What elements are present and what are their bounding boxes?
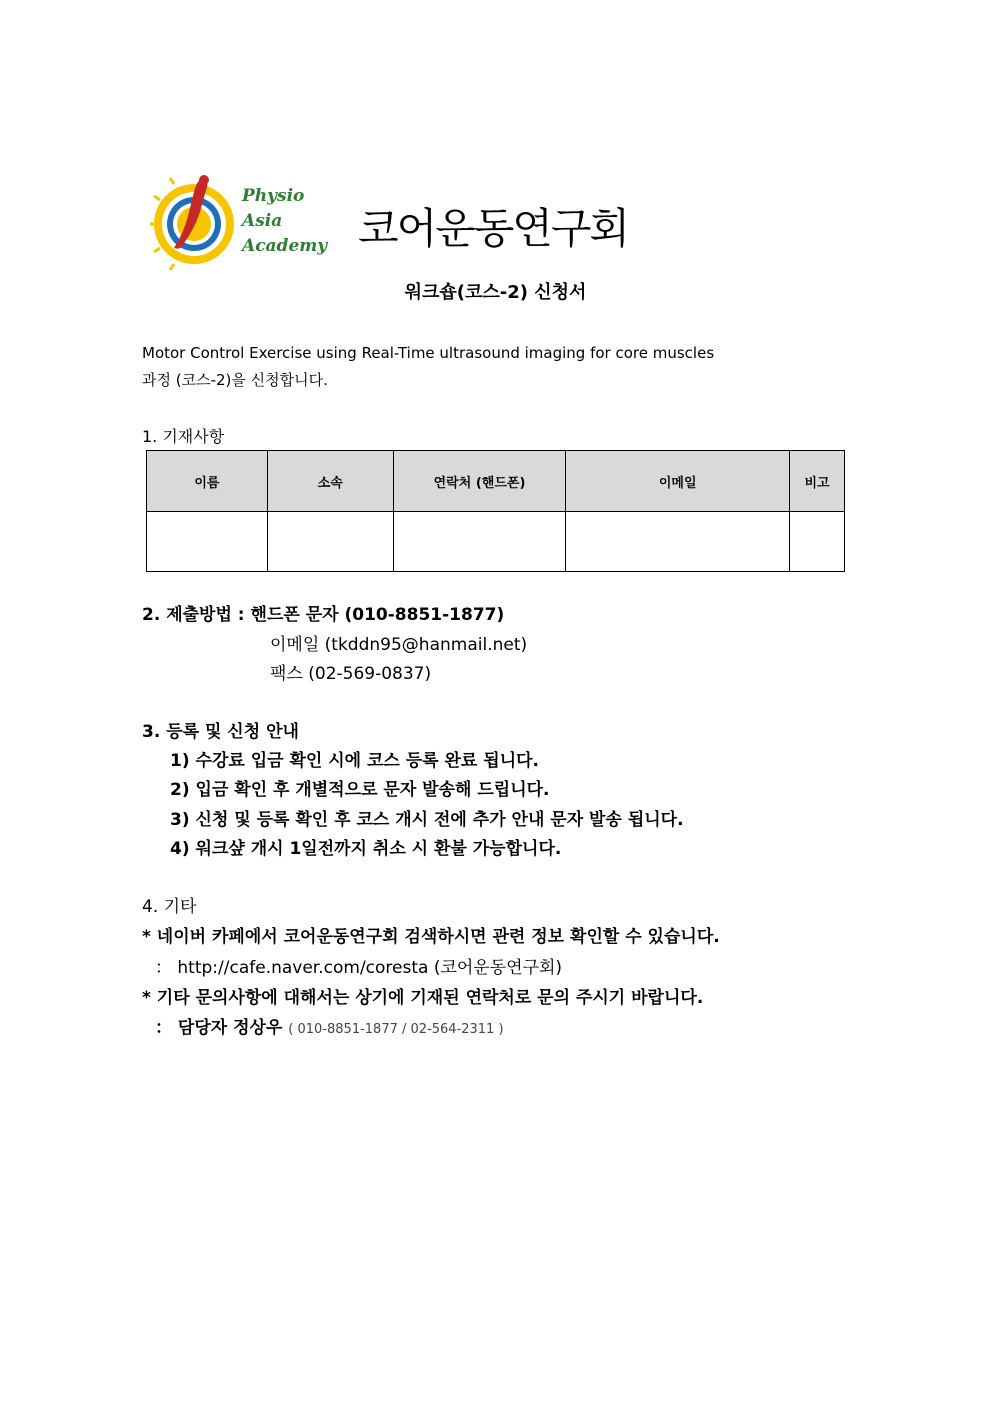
name-cell[interactable] <box>147 512 268 572</box>
section1-heading: 1. 기재사항 <box>142 427 225 446</box>
table-row <box>147 512 845 572</box>
phone-cell[interactable] <box>393 512 566 572</box>
remarks-cell[interactable] <box>790 512 845 572</box>
physio-asia-academy-logo <box>150 170 332 270</box>
section4-contact <box>155 1013 504 1038</box>
contact-numbers: ( 010-8851-1877 / 02-564-2311 ) <box>288 1022 504 1037</box>
sun-figure-icon <box>150 170 245 270</box>
section3-item-1: 1) 수강료 입금 확인 시에 코스 등록 완료 됩니다. <box>170 751 539 771</box>
section2-submission-method: 2. 제출방법 : 핸드폰 문자 (010-8851-1877) <box>142 605 505 625</box>
logo-text <box>242 184 327 259</box>
section2-fax: 팩스 (02-569-0837) <box>270 664 432 684</box>
section4-cafe-url[interactable]: ： http://cafe.naver.com/coresta (코어운동연구회) <box>155 958 563 978</box>
section2-email: 이메일 (tkddn95@hanmail.net) <box>270 635 528 655</box>
section4-heading: 4. 기타 <box>142 897 197 917</box>
section3-heading: 3. 등록 및 신청 안내 <box>142 722 299 742</box>
column-header-phone: 연락처 (핸드폰) <box>393 451 566 512</box>
section4-note-cafe: * 네이버 카페에서 코어운동연구회 검색하시면 관련 정보 확인할 수 있습니다. <box>142 927 720 947</box>
column-header-email: 이메일 <box>566 451 790 512</box>
form-title: 워크숍(코스-2) 신청서 <box>404 282 587 303</box>
section3-item-2: 2) 입금 확인 후 개별적으로 문자 발송해 드립니다. <box>170 780 550 800</box>
logo-text-line: Academy <box>242 236 328 256</box>
affiliation-cell[interactable] <box>267 512 393 572</box>
email-cell[interactable] <box>566 512 790 572</box>
column-header-remarks: 비고 <box>790 451 845 512</box>
organization-title: 코어운동연구회 <box>358 204 629 253</box>
column-header-name: 이름 <box>147 451 268 512</box>
intro-paragraph <box>142 340 714 394</box>
logo-text-line: Physio <box>242 186 305 206</box>
intro-line-2: 과정 (코스-2)을 신청합니다. <box>142 371 328 389</box>
table-header-row <box>147 451 845 512</box>
logo-text-line: Asia <box>242 211 283 231</box>
contact-person: ： 담당자 정상우 <box>155 1018 283 1038</box>
intro-line-1: Motor Control Exercise using Real-Time ultrasound imaging for core muscles <box>142 344 715 362</box>
section3-item-3: 3) 신청 및 등록 확인 후 코스 개시 전에 추가 안내 문자 발송 됩니다. <box>170 810 684 830</box>
column-header-affiliation: 소속 <box>267 451 393 512</box>
section3-item-4: 4) 워크샾 개시 1일전까지 취소 시 환불 가능합니다. <box>170 839 562 859</box>
section4-note-inquiry: * 기타 문의사항에 대해서는 상기에 기재된 연락처로 문의 주시기 바랍니다. <box>142 988 704 1008</box>
registration-table <box>146 450 845 572</box>
